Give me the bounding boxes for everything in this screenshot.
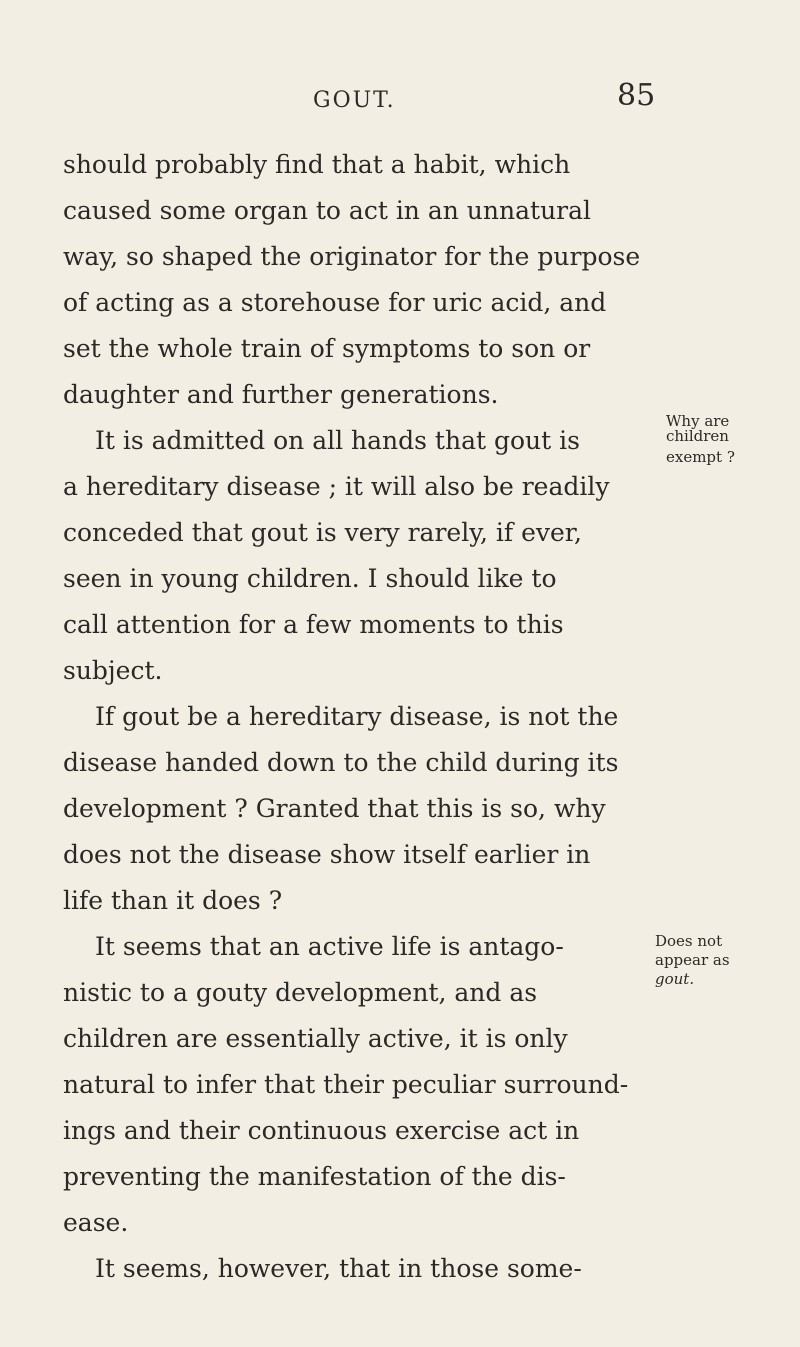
- text-line: life than it does ?: [63, 886, 283, 915]
- margin-note: [655, 934, 730, 987]
- margin-note-line: gout.: [655, 970, 695, 988]
- text-line: seen in young children. I should like to: [63, 564, 557, 593]
- text-line: If gout be a hereditary disease, is not the: [95, 702, 619, 731]
- margin-note-line: Why are: [666, 412, 730, 430]
- text-line: ease.: [63, 1208, 129, 1237]
- page-number: 85: [617, 78, 656, 113]
- text-line: disease handed down to the child during its: [63, 748, 619, 777]
- text-line: nistic to a gouty development, and as: [63, 978, 538, 1007]
- margin-note: [666, 414, 735, 465]
- text-line: way, so shaped the originator for the purpose: [63, 242, 641, 271]
- text-line: subject.: [63, 656, 163, 685]
- text-line: natural to infer that their peculiar surround-: [63, 1070, 629, 1099]
- text-line: preventing the manifestation of the dis-: [63, 1162, 566, 1191]
- text-line: It is admitted on all hands that gout is: [95, 426, 580, 455]
- text-line: call attention for a few moments to this: [63, 610, 564, 639]
- text-line: ings and their continuous exercise act in: [63, 1116, 580, 1145]
- text-line: children are essentially active, it is only: [63, 1024, 568, 1053]
- text-line: of acting as a storehouse for uric acid, and: [63, 288, 607, 317]
- margin-note-line: children: [666, 427, 729, 445]
- text-line: development ? Granted that this is so, why: [63, 794, 606, 823]
- margin-note-line: appear as: [655, 951, 730, 969]
- text-line: It seems that an active life is antago-: [95, 932, 564, 961]
- text-line: a hereditary disease ; it will also be readily: [63, 472, 610, 501]
- text-line: should probably find that a habit, which: [63, 150, 571, 179]
- text-line: daughter and further generations.: [63, 380, 499, 409]
- margin-note-line: exempt ?: [666, 448, 735, 466]
- margin-note-line: Does not: [655, 932, 723, 950]
- text-line: set the whole train of symptoms to son or: [63, 334, 591, 363]
- text-line: does not the disease show itself earlier in: [63, 840, 591, 869]
- text-line: conceded that gout is very rarely, if ever,: [63, 518, 582, 547]
- text-line: It seems, however, that in those some-: [95, 1254, 582, 1283]
- running-head: GOUT.: [313, 88, 396, 113]
- text-line: caused some organ to act in an unnatural: [63, 196, 592, 225]
